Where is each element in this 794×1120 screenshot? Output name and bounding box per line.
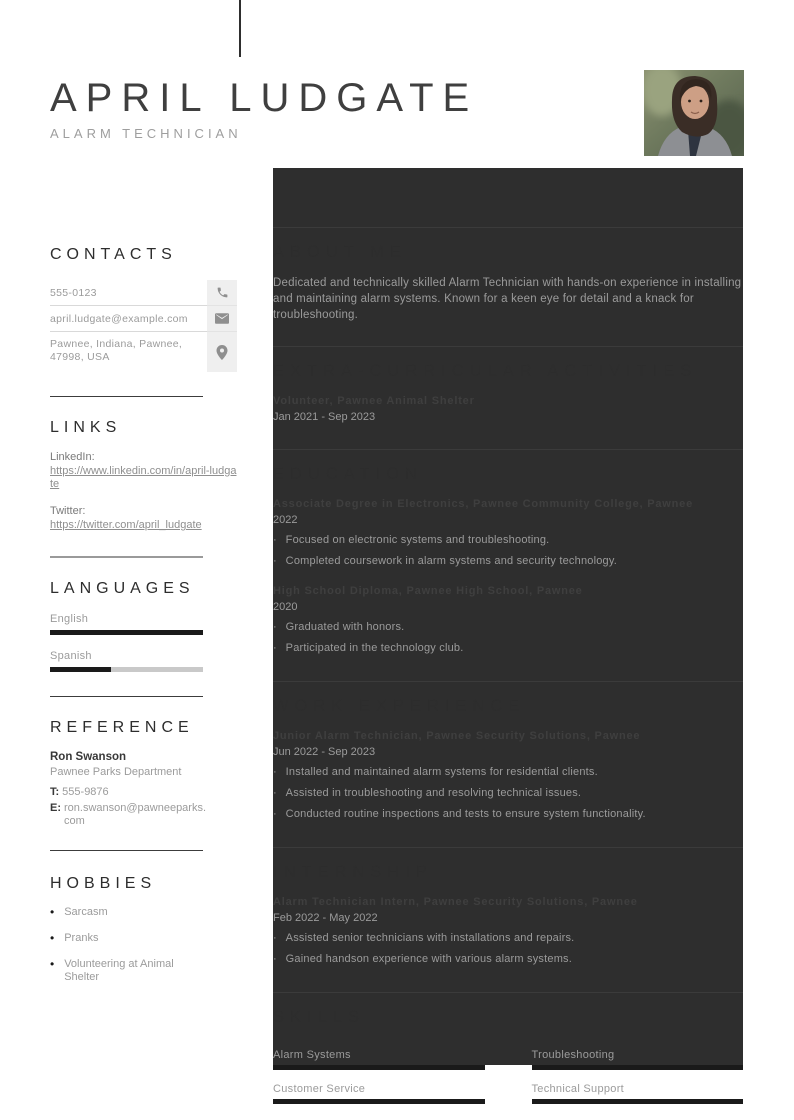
contacts-list <box>50 280 238 372</box>
linkedin-url-link[interactable]: https://www.linkedin.com/in/april-ludgate <box>50 465 237 490</box>
bullet-item <box>273 932 743 945</box>
about-heading: ABOUT ME <box>273 243 407 261</box>
hobby-text: Volunteering at Animal Shelter <box>64 958 174 983</box>
bullet-item <box>273 642 743 655</box>
language-item <box>50 650 203 672</box>
sidebar-rule <box>50 696 203 697</box>
link-label: LinkedIn: <box>50 451 95 463</box>
skill-bar-fill <box>273 1099 485 1104</box>
bullet-text: Assisted senior technicians with installations and repairs. <box>285 932 575 944</box>
bullet-dot-icon: · <box>273 766 277 778</box>
bullet-dot-icon: · <box>273 808 277 820</box>
contacts-texts <box>50 280 207 372</box>
sidebar-rule <box>50 556 203 558</box>
language-bar-fill <box>50 667 111 672</box>
bullet-dot-icon: • <box>50 931 55 945</box>
phone-label: T: <box>50 786 60 798</box>
entry-title: Associate Degree in Electronics, Pawnee Community College, Pawnee <box>273 498 694 510</box>
skill-item <box>532 1049 744 1070</box>
entry-date: 2020 <box>273 601 298 613</box>
skill-name: Alarm Systems <box>273 1049 351 1061</box>
reference-body <box>50 751 208 828</box>
skill-item <box>532 1083 744 1104</box>
skill-bar-fill <box>273 1065 485 1070</box>
contacts-heading: CONTACTS <box>50 246 177 263</box>
sidebar-rule <box>50 396 203 397</box>
language-bar-track <box>50 667 203 672</box>
entry-date: Feb 2022 - May 2022 <box>273 912 378 924</box>
entry-title: Volunteer, Pawnee Animal Shelter <box>273 395 475 407</box>
hobbies-heading: HOBBIES <box>50 875 157 892</box>
bullet-dot-icon: • <box>50 957 55 971</box>
skill-item <box>273 1049 485 1070</box>
bullet-item <box>273 534 743 547</box>
work-experience-heading: WORK EXPERIENCE <box>273 697 526 715</box>
bullet-dot-icon: · <box>273 555 277 567</box>
entry-date: 2022 <box>273 514 298 526</box>
language-name: English <box>50 613 89 625</box>
main-column <box>273 227 743 1114</box>
entry-date: Jun 2022 - Sep 2023 <box>273 746 376 758</box>
contact-address: Pawnee, Indiana, Pawnee, 47998, USA <box>50 338 183 363</box>
contacts-icon-strip <box>207 280 237 372</box>
bullet-dot-icon: · <box>273 932 277 944</box>
language-item <box>50 613 203 635</box>
skill-name: Customer Service <box>273 1083 366 1095</box>
job-title: ALARM TECHNICIAN <box>50 126 242 141</box>
bullet-text: Participated in the technology club. <box>285 642 464 654</box>
about-text: Dedicated and technically skilled Alarm Technician with hands-on experience in installing and maintaining alarm systems. Known for a keen eye for detail and a knack for troubleshooting. <box>273 277 742 321</box>
link-label: Twitter: <box>50 505 86 517</box>
internship-heading: INTERNSHIP <box>273 863 433 881</box>
bullet-item <box>273 766 743 779</box>
section-skills <box>273 992 743 1114</box>
entry-title: High School Diploma, Pawnee High School, Pawnee <box>273 585 583 597</box>
skill-item <box>273 1083 485 1104</box>
bullet-text: Assisted in troubleshooting and resolving technical issues. <box>285 787 582 799</box>
bullet-item <box>273 787 743 800</box>
entry <box>273 394 743 437</box>
section-extra-curricular <box>273 346 743 437</box>
bullet-text: Focused on electronic systems and troubleshooting. <box>285 534 550 546</box>
skill-bar-fill <box>532 1065 744 1070</box>
reference-name: Ron Swanson <box>50 751 127 763</box>
bullet-item <box>273 555 743 568</box>
section-internship <box>273 847 743 980</box>
section-about <box>273 227 743 346</box>
entry <box>273 895 743 980</box>
sidebar-rule <box>50 850 203 851</box>
person-name: APRIL LUDGATE <box>50 76 479 120</box>
reference-email-line <box>50 802 208 828</box>
contact-email: april.ludgate@example.com <box>50 306 207 332</box>
extra-curricular-heading: EXTRA-CURRICULAR ACTIVITIES <box>273 362 698 380</box>
bullet-item <box>273 621 743 634</box>
mail-icon <box>207 306 237 332</box>
entry-title: Junior Alarm Technician, Pawnee Security Solutions, Pawnee <box>273 730 641 742</box>
language-bar-track <box>50 630 203 635</box>
entry <box>273 584 743 669</box>
reference-heading: REFERENCE <box>50 719 194 736</box>
hobby-item <box>50 958 210 984</box>
language-name: Spanish <box>50 650 92 662</box>
skill-bar-track <box>532 1099 744 1104</box>
reference-email: ron.swanson@pawneeparks.com <box>64 802 207 827</box>
email-label: E: <box>50 802 61 814</box>
twitter-url-link[interactable]: https://twitter.com/april_ludgate <box>50 519 202 531</box>
bullet-text: Installed and maintained alarm systems for residential clients. <box>285 766 598 778</box>
skill-name: Technical Support <box>531 1083 625 1095</box>
section-work-experience <box>273 681 743 835</box>
bullet-dot-icon: · <box>273 787 277 799</box>
reference-phone-line <box>50 786 208 799</box>
bullet-dot-icon: • <box>50 905 55 919</box>
skill-bar-track <box>273 1099 485 1104</box>
entry <box>273 497 743 568</box>
entry-title: Alarm Technician Intern, Pawnee Security Solutions, Pawnee <box>273 896 638 908</box>
skill-name: Troubleshooting <box>531 1049 615 1061</box>
phone-icon <box>207 280 237 306</box>
skill-bar-fill <box>532 1099 744 1104</box>
reference-organization: Pawnee Parks Department <box>50 766 182 778</box>
bullet-text: Completed coursework in alarm systems and security technology. <box>285 555 618 567</box>
sidebar <box>50 246 238 984</box>
profile-photo <box>644 70 744 156</box>
reference-phone: 555-9876 <box>62 786 109 798</box>
link-twitter <box>50 505 238 532</box>
education-heading: EDUCATION <box>273 465 423 483</box>
bullet-item <box>273 953 743 966</box>
skill-bar-track <box>532 1065 744 1070</box>
language-bar-fill <box>50 630 203 635</box>
location-icon <box>207 332 237 372</box>
bullet-item <box>273 808 743 821</box>
skill-bar-track <box>273 1065 485 1070</box>
contact-phone: 555-0123 <box>50 280 207 306</box>
vertical-divider-top <box>239 0 241 57</box>
bullet-dot-icon: · <box>273 953 277 965</box>
skills-heading: SKILLS <box>273 1008 365 1026</box>
hobby-text: Sarcasm <box>64 906 108 918</box>
link-linkedin <box>50 451 238 491</box>
hobby-item <box>50 932 210 945</box>
hobby-item <box>50 906 210 919</box>
bullet-dot-icon: · <box>273 642 277 654</box>
skills-grid <box>273 1049 743 1114</box>
entry-date: Jan 2021 - Sep 2023 <box>273 411 376 423</box>
bullet-text: Graduated with honors. <box>285 621 405 633</box>
bullet-text: Conducted routine inspections and tests to ensure system functionality. <box>285 808 646 820</box>
languages-heading: LANGUAGES <box>50 580 195 597</box>
section-education <box>273 449 743 669</box>
bullet-dot-icon: · <box>273 621 277 633</box>
bullet-text: Gained handson experience with various alarm systems. <box>285 953 573 965</box>
bullet-dot-icon: · <box>273 534 277 546</box>
hobby-text: Pranks <box>64 932 99 944</box>
entry <box>273 729 743 835</box>
links-heading: LINKS <box>50 419 122 436</box>
